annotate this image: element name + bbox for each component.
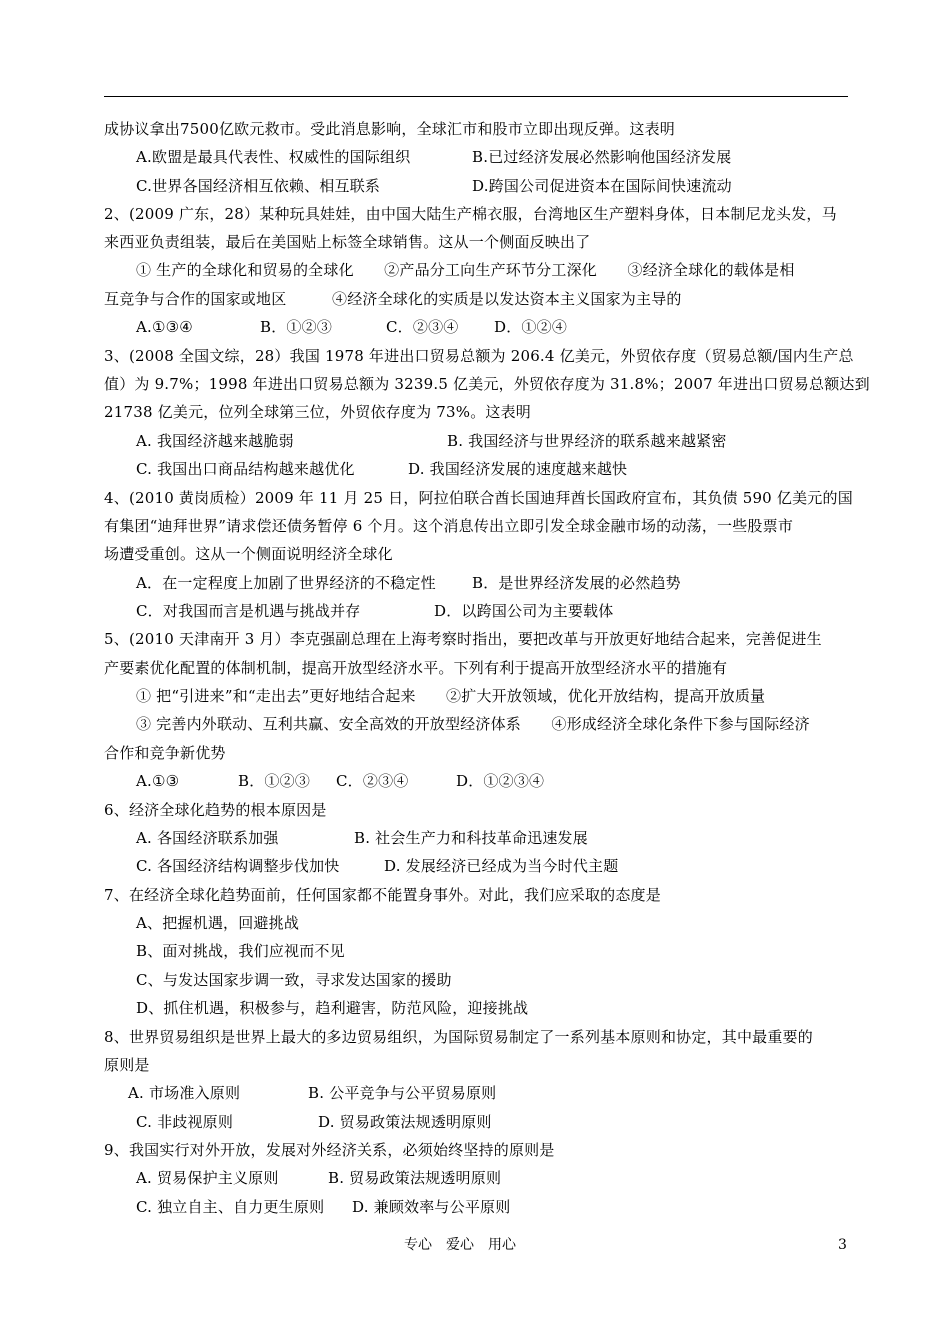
q3-option-c: C. 我国出口商品结构越来越优化 — [136, 460, 355, 478]
q1-option-d: D.跨国公司促进资本在国际间快速流动 — [472, 177, 732, 195]
q1-option-c: C.世界各国经济相互依赖、相互联系 — [136, 177, 381, 195]
q4-stem-line-3: 场遭受重创。这从一个侧面说明经济全球化 — [104, 545, 393, 563]
q4-stem-line-1: 4、(2010 黄岗质检）2009 年 11 月 25 日，阿拉伯联合酋长国迪拜酋长国政府宣布，其负债 590 亿美元的国 — [104, 489, 853, 507]
q8-option-a: A. 市场准入原则 — [128, 1084, 241, 1102]
q6-options-row-2 — [136, 856, 618, 876]
q8-options-row-2 — [136, 1112, 492, 1132]
q1-option-b: B.已过经济发展必然影响他国经济发展 — [472, 148, 732, 166]
q9-option-b: B. 贸易政策法规透明原则 — [328, 1169, 502, 1187]
q5-option-c: C．②③④ — [336, 772, 409, 790]
q2-option-a: A.①③④ — [136, 318, 193, 336]
q1-continuation: 成协议拿出7500亿欧元救市。受此消息影响，全球汇市和股市立即出现反弹。这表明 — [104, 120, 675, 138]
q3-option-a: A. 我国经济越来越脆弱 — [136, 432, 294, 450]
q7-option-b: B、面对挑战，我们应视而不见 — [136, 942, 345, 960]
footer-motto: 专心 爱心 用心 — [404, 1237, 516, 1253]
q5-options — [136, 771, 544, 791]
q2-option-b: B．①②③ — [260, 318, 333, 336]
q4-option-d: D．以跨国公司为主要载体 — [434, 602, 614, 620]
q7-option-c: C、与发达国家步调一致，寻求发达国家的援助 — [136, 971, 452, 989]
q9-option-a: A. 贸易保护主义原则 — [136, 1169, 279, 1187]
q8-option-d: D. 贸易政策法规透明原则 — [318, 1113, 492, 1131]
q5-option-b: B．①②③ — [238, 772, 311, 790]
q5-stem-line-1: 5、(2010 天津南开 3 月）李克强副总理在上海考察时指出，要把改革与开放更好地结合起来，完善促进生 — [104, 630, 822, 648]
q3-stem-line-2: 值）为 9.7%；1998 年进出口贸易总额为 3239.5 亿美元，外贸依存度为 31.8%；2007 年进出口贸易总额达到 — [104, 375, 870, 393]
q2-option-d: D．①②④ — [494, 318, 568, 336]
q7-option-a: A、把握机遇，回避挑战 — [136, 914, 300, 932]
q5-option-d: D．①②③④ — [456, 772, 545, 790]
q6-stem: 6、经济全球化趋势的根本原因是 — [104, 801, 327, 819]
q4-option-b: B．是世界经济发展的必然趋势 — [472, 574, 681, 592]
q4-stem-line-2: 有集团“迪拜世界”请求偿还债务暂停 6 个月。这个消息传出立即引发全球金融市场的动荡，一些股票市 — [104, 517, 794, 535]
q2-stem-line-1: 2、(2009 广东，28）某种玩具娃娃，由中国大陆生产棉衣服，台湾地区生产塑料身体，日本制尼龙头发，马 — [104, 205, 837, 223]
q5-option-a: A.①③ — [136, 772, 180, 790]
q4-option-a: A．在一定程度上加剧了世界经济的不稳定性 — [136, 574, 436, 592]
q2-stem-line-2: 来西亚负责组装，最后在美国贴上标签全球销售。这从一个侧面反映出了 — [104, 233, 591, 251]
q7-option-d: D、抓住机遇，积极参与，趋利避害，防范风险，迎接挑战 — [136, 999, 529, 1017]
q5-statements-line-3: 合作和竞争新优势 — [104, 744, 226, 762]
q8-stem-line-2: 原则是 — [104, 1056, 150, 1074]
q1-options-row-2 — [136, 176, 732, 196]
q8-stem-line-1: 8、世界贸易组织是世界上最大的多边贸易组织，为国际贸易制定了一系列基本原则和协定，其中最重要的 — [104, 1028, 813, 1046]
q6-options-row-1 — [136, 828, 588, 848]
q6-option-c: C. 各国经济结构调整步伐加快 — [136, 857, 340, 875]
header-rule — [104, 96, 848, 97]
q7-stem: 7、在经济全球化趋势面前，任何国家都不能置身事外。对此，我们应采取的态度是 — [104, 886, 661, 904]
q8-option-b: B. 公平竞争与公平贸易原则 — [308, 1084, 497, 1102]
q9-option-d: D. 兼顾效率与公平原则 — [352, 1198, 511, 1216]
q3-stem-line-1: 3、(2008 全国文综，28）我国 1978 年进出口贸易总额为 206.4 亿美元，外贸依存度（贸易总额/国内生产总 — [104, 347, 854, 365]
q4-option-c: C．对我国而言是机遇与挑战并存 — [136, 602, 361, 620]
q5-stem-line-2: 产要素优化配置的体制机制，提高开放型经济水平。下列有利于提高开放型经济水平的措施有 — [104, 659, 728, 677]
q3-stem-line-3: 21738 亿美元，位列全球第三位，外贸依存度为 73%。这表明 — [104, 403, 531, 421]
q3-option-b: B. 我国经济与世界经济的联系越来越紧密 — [447, 432, 727, 450]
q2-options — [136, 317, 567, 337]
q9-options-row-1 — [136, 1168, 501, 1188]
q4-options-row-2 — [136, 601, 613, 621]
q9-option-c: C. 独立自主、自力更生原则 — [136, 1198, 325, 1216]
q6-option-b: B. 社会生产力和科技革命迅速发展 — [354, 829, 588, 847]
q6-option-a: A. 各国经济联系加强 — [136, 829, 279, 847]
q3-option-d: D. 我国经济发展的速度越来越快 — [408, 460, 628, 478]
q8-option-c: C. 非歧视原则 — [136, 1113, 234, 1131]
q6-option-d: D. 发展经济已经成为当今时代主题 — [384, 857, 619, 875]
q9-options-row-2 — [136, 1197, 510, 1217]
q5-statements-line-2: ③ 完善内外联动、互利共赢、安全高效的开放型经济体系 ④形成经济全球化条件下参与国际经济 — [136, 715, 810, 733]
page-number: 3 — [838, 1237, 847, 1253]
q3-options-row-2 — [136, 459, 627, 479]
q2-option-c: C．②③④ — [386, 318, 459, 336]
q9-stem: 9、我国实行对外开放，发展对外经济关系，必须始终坚持的原则是 — [104, 1141, 555, 1159]
q2-statements-line-1: ① 生产的全球化和贸易的全球化 ②产品分工向生产环节分工深化 ③经济全球化的载体是相 — [136, 261, 795, 279]
q5-statements-line-1: ① 把“引进来”和“走出去”更好地结合起来 ②扩大开放领域，优化开放结构，提高开放质量 — [136, 687, 766, 705]
q2-statements-line-2: 互竞争与合作的国家或地区 ④经济全球化的实质是以发达资本主义国家为主导的 — [104, 290, 682, 308]
q1-option-a: A.欧盟是最具代表性、权威性的国际组织 — [136, 148, 411, 166]
q1-options-row-1 — [136, 147, 731, 167]
q8-options-row-1 — [128, 1083, 496, 1103]
q4-options-row-1 — [136, 573, 681, 593]
q3-options-row-1 — [136, 431, 727, 451]
